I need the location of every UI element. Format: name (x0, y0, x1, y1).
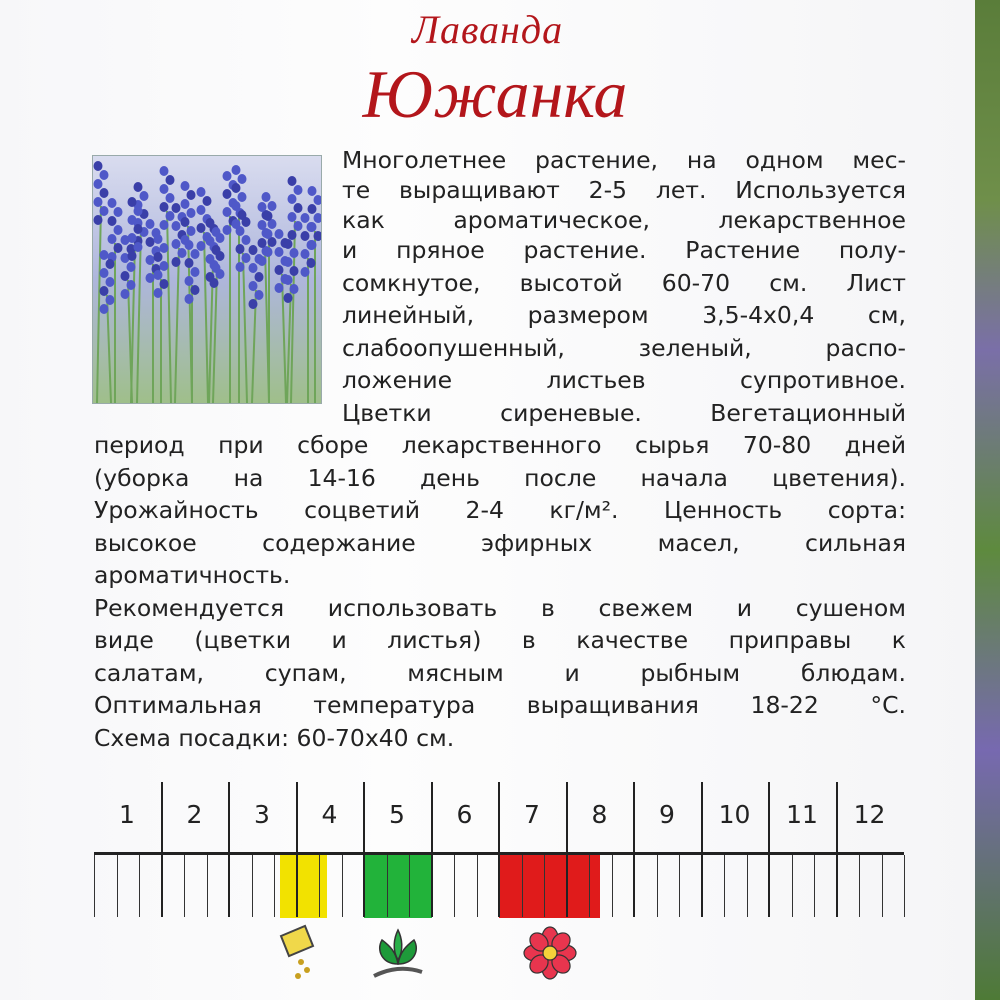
month-label: 8 (591, 800, 608, 829)
description-line: Оптимальная температура выращивания 18-22 °С. (94, 691, 906, 719)
lavender-photo (92, 155, 322, 404)
month-label: 4 (321, 800, 338, 829)
calendar-tick (679, 855, 680, 917)
growing-calendar (94, 782, 904, 922)
calendar-tick (387, 855, 388, 917)
seed-packet-icon (273, 924, 333, 986)
month-label: 6 (456, 800, 473, 829)
month-label: 9 (659, 800, 675, 829)
description-line: салатам, супам, мясным и рыбным блюдам. (94, 659, 906, 687)
flower-icon (520, 924, 580, 986)
description-line: ароматичность. (94, 561, 291, 589)
calendar-tick (409, 855, 410, 917)
flowering-period-bar (499, 854, 600, 918)
month-label: 2 (186, 800, 203, 829)
calendar-tick (454, 855, 455, 917)
planting-period-bar (364, 854, 432, 918)
description-line: Многолетнее растение, на одном мес- (342, 146, 906, 174)
month-label: 1 (119, 800, 135, 829)
calendar-tick (724, 855, 725, 917)
calendar-tick (904, 855, 905, 917)
genus-title: Лаванда (411, 7, 564, 52)
calendar-tick (342, 855, 343, 917)
calendar-tick (882, 855, 883, 917)
description-line: Схема посадки: 60-70х40 см. (94, 724, 455, 752)
calendar-tick (252, 855, 253, 917)
month-label: 11 (786, 800, 818, 829)
month-label: 10 (718, 800, 751, 829)
variety-title: Южанка (362, 56, 628, 132)
description-line: высокое содержание эфирных масел, сильная (94, 529, 906, 557)
calendar-tick (477, 855, 478, 917)
description-line: виде (цветки и листья) в качестве приправы к (94, 626, 906, 654)
description-line: слабоопушенный, зеленый, распо- (342, 334, 906, 362)
month-label: 5 (389, 800, 405, 829)
calendar-tick (319, 855, 320, 917)
calendar-tick (859, 855, 860, 917)
description-line: те выращивают 2-5 лет. Используется (342, 176, 906, 204)
lavender-photo-image (93, 156, 321, 403)
calendar-tick (544, 855, 545, 917)
description-line: период при сборе лекарственного сырья 70-80 дней (94, 431, 906, 459)
description-line: как ароматическое, лекарственное (342, 206, 906, 234)
month-label: 7 (524, 800, 540, 829)
description-line: Цветки сиреневые. Вегетационный (342, 399, 906, 427)
description-line: Урожайность соцветий 2-4 кг/м². Ценность сорта: (94, 496, 906, 524)
calendar-tick (274, 855, 275, 917)
description-line: Рекомендуется использовать в свежем и сушеном (94, 594, 906, 622)
calendar-tick (612, 855, 613, 917)
calendar-tick (117, 855, 118, 917)
calendar-tick (184, 855, 185, 917)
description-line: и пряное растение. Растение полу- (342, 236, 906, 264)
description-line: сомкнутое, высотой 60-70 см. Лист (342, 269, 906, 297)
calendar-tick (589, 855, 590, 917)
calendar-tick (657, 855, 658, 917)
edge-photo-strip (975, 0, 1000, 1000)
calendar-tick (747, 855, 748, 917)
description-line: линейный, размером 3,5-4х0,4 см, (342, 301, 906, 329)
calendar-tick (522, 855, 523, 917)
month-label: 3 (254, 800, 270, 829)
description-line: (уборка на 14-16 день после начала цветения). (94, 464, 906, 492)
month-label: 12 (853, 800, 886, 829)
calendar-tick (139, 855, 140, 917)
calendar-tick (94, 855, 95, 917)
calendar-tick (814, 855, 815, 917)
seedling-icon (368, 924, 428, 986)
description-line: ложение листьев супротивное. (342, 366, 906, 394)
calendar-tick (792, 855, 793, 917)
calendar-tick (207, 855, 208, 917)
